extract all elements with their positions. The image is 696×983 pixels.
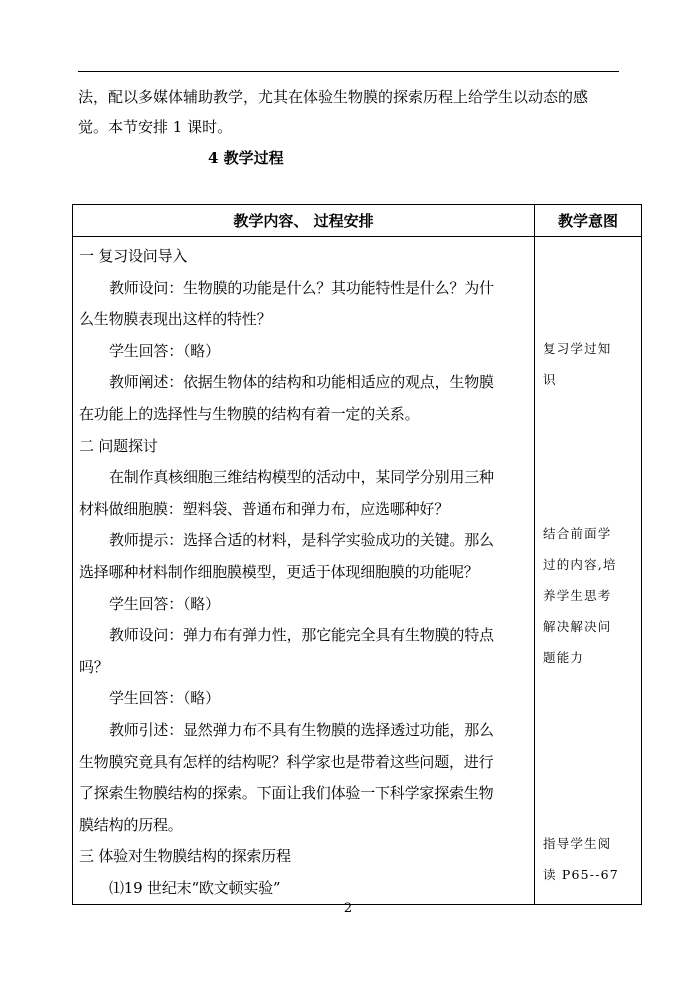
subsection-heading: 三 体验对生物膜结构的探索历程 [79,847,291,866]
content-line: 学生回答：（略） [109,341,220,360]
content-line: 吗？ [79,657,109,676]
intent-line: 题能力 [543,650,585,665]
intent-line: 结合前面学 [543,526,612,541]
intent-line: 复习学过知 [543,341,612,356]
intent-line: 养学生思考 [543,588,612,603]
content-line: 么生物膜表现出这样的特性？ [79,310,272,329]
page-number: 2 [343,901,353,916]
content-line: 膜结构的历程。 [79,815,183,834]
teaching-process-table [72,204,642,905]
header-rule [78,71,619,72]
table-body-row [73,237,642,905]
intro-line: 法，配以多媒体辅助教学，尤其在体验生物膜的探索历程上给学生以动态的感 [78,88,589,106]
intro-paragraph [78,82,623,142]
table-header-row [73,205,642,237]
content-line: 教师阐述：依据生物体的结构和功能相适应的观点，生物膜 [109,373,494,392]
content-line: ⑴19 世纪末“欧文顿实验” [109,878,281,897]
content-cell [73,237,535,905]
intent-line: 解决解决问 [543,619,612,634]
content-line: 教师提示：选择合适的材料，是科学实验成功的关键。那么 [109,531,494,550]
content-line: 选择哪种材料制作细胞膜模型，更适于体现细胞膜的功能呢？ [79,562,479,581]
subsection-heading: 一 复习设问导入 [79,247,188,265]
intent-line: 指导学生阅 [543,836,612,851]
section-heading: 4 教学过程 [208,149,284,167]
content-line: 学生回答：（略） [109,689,220,708]
content-line: 学生回答：（略） [109,594,220,613]
content-line: 教师设问：弹力布有弹力性，那它能完全具有生物膜的特点 [109,626,494,645]
intent-note [543,518,635,673]
subsection-heading: 二 问题探讨 [79,436,158,455]
content-line: 了探索生物膜结构的探索。下面让我们体验一下科学家探索生物 [79,784,494,803]
intent-note [543,828,635,890]
intent-note [543,333,635,395]
content-line: 教师引述：显然弹力布不具有生物膜的选择透过功能，那么 [109,720,494,739]
intent-line: 识 [543,372,557,387]
intent-cell [535,237,642,905]
intent-line: 读 P65--67 [543,867,619,882]
content-line: 材料做细胞膜：塑料袋、普通布和弹力布，应选哪种好？ [79,499,450,518]
content-line: 在制作真核细胞三维结构模型的活动中，某同学分别用三种 [109,468,494,487]
content-line: 在功能上的选择性与生物膜的结构有着一定的关系。 [79,404,420,423]
header-content-arrangement: 教学内容、 过程安排 [73,205,535,237]
intro-line: 觉。本节安排 1 课时。 [78,118,233,136]
content-line: 教师设问：生物膜的功能是什么？其功能特性是什么？为什 [109,278,494,297]
content-line: 生物膜究竟具有怎样的结构呢？科学家也是带着这些问题，进行 [79,752,494,771]
intent-line: 过的内容,培 [543,557,617,572]
header-teaching-intent: 教学意图 [535,205,642,237]
